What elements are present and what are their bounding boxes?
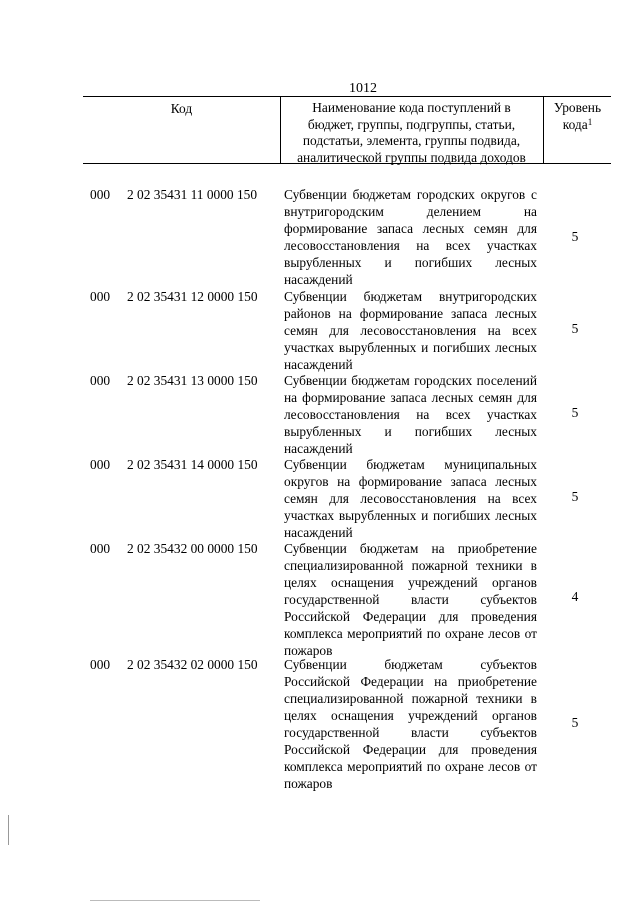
- header-level: [544, 100, 611, 133]
- row-code: 2 02 35431 14 0000 150: [127, 457, 258, 472]
- row-code: 2 02 35431 13 0000 150: [127, 373, 258, 388]
- scan-bottom-edge: [90, 900, 260, 901]
- header-level-line2: [544, 117, 611, 134]
- row-name: Субвенции бюджетам городских поселений на формирование запаса лесных семян для лесовосстановления на всех участках вырубленных и погибших лесных насаждений: [284, 373, 537, 456]
- footnote-marker: 1: [587, 116, 593, 127]
- row-level: 5: [571, 489, 579, 504]
- row-level: 5: [571, 229, 579, 244]
- scan-margin-mark: [8, 815, 9, 845]
- header-code: Код: [170, 101, 193, 116]
- row-prefix: 000: [90, 187, 111, 202]
- header-level-word: кода: [562, 116, 588, 132]
- row-name: Субвенции бюджетам внутригородских районов на формирование запаса лесных семян для лесовосстановления на всех участках вырубленных и погибших лесных насаждений: [284, 289, 537, 372]
- row-prefix: 000: [90, 457, 111, 472]
- header-top-rule: [83, 96, 611, 97]
- row-prefix: 000: [90, 657, 111, 672]
- row-prefix: 000: [90, 373, 111, 388]
- row-name: Субвенции бюджетам на приобретение специализированной пожарной техники в целях оснащения учреждений органов государственной власти субъектов Российской Федерации для проведения комплекса мероприятий по охране лесов от пожаров: [284, 541, 537, 658]
- header-name-line: бюджет, группы, подгруппы, статьи,: [307, 116, 516, 132]
- table-header: [83, 96, 611, 164]
- header-level-line1: Уровень: [553, 100, 602, 115]
- row-level: 5: [571, 715, 579, 730]
- header-name-line: аналитической группы подвида доходов: [297, 149, 526, 165]
- header-name-line: Наименование кода поступлений в: [312, 100, 511, 115]
- row-name: Субвенции бюджетам субъектов Российской Федерации на приобретение специализированной пожарной техники в целях оснащения учреждений органов государственной власти субъектов Российской Федерации для проведения комплекса мероприятий по охране лесов от пожаров: [284, 657, 537, 791]
- row-code: 2 02 35432 00 0000 150: [127, 541, 258, 556]
- row-level: 5: [571, 321, 579, 336]
- page-number: 1012: [349, 81, 377, 96]
- row-name: Субвенции бюджетам муниципальных округов на формирование запаса лесных семян для лесовосстановления на всех участках вырубленных и погибших лесных насаждений: [284, 457, 537, 540]
- row-prefix: 000: [90, 289, 111, 304]
- header-name: [281, 100, 542, 166]
- row-level: 4: [571, 589, 579, 604]
- row-code: 2 02 35431 11 0000 150: [127, 187, 258, 202]
- row-name: Субвенции бюджетам городских округов с внутригородским делением на формирование запаса лесных семян для лесовосстановления на всех участках вырубленных и погибших лесных насаждений: [284, 187, 537, 287]
- row-prefix: 000: [90, 541, 111, 556]
- row-code: 2 02 35431 12 0000 150: [127, 289, 258, 304]
- row-level: 5: [571, 405, 579, 420]
- row-code: 2 02 35432 02 0000 150: [127, 657, 258, 672]
- header-name-line: подстатьи, элемента, группы подвида,: [302, 133, 521, 148]
